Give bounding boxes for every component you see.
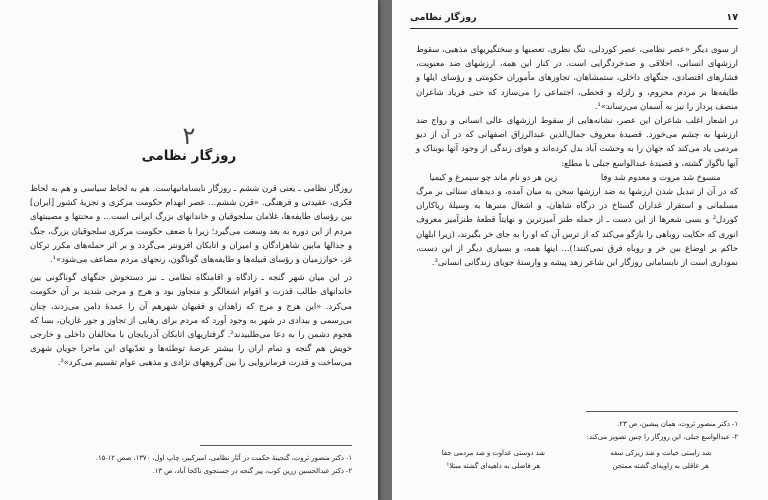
couplet xyxy=(416,460,738,473)
right-page xyxy=(392,0,768,500)
left-page xyxy=(0,0,378,500)
right-paragraph-2: در اشعار اغلب شاعران این عصر، نشانه‌هایی از سقوط ارزشهای عالی انسانی و رواج ضد ارزشها به چشم می‌خورد. قصیدهٔ معروف جمال‌الدین عبدالرزاق اصفهانی که در آن از دیو مردمی یاد می‌کند که جهان را به وحشت آباد بدل کرده‌اند و هوای زندگی از وجود آنها بوبناک و آنها ناگوار گشته، و قصیدهٔ عبدالواسع جبلی با مطلع: xyxy=(416,115,738,168)
hemistich-first: منسوخ شد مروت و معدوم شد وفا xyxy=(600,171,721,182)
left-body-text xyxy=(30,181,352,370)
left-footnotes xyxy=(30,452,352,478)
running-head xyxy=(410,10,738,29)
left-footnote-1: ۱- دکتر منصور ثروت، گنجینهٔ حکمت در آثار نظامی، امیرکبیر، چاپ اول، ۱۳۷۰، صص ۱۲-۱۵. xyxy=(95,454,352,462)
page-number: ۱۷ xyxy=(726,12,738,23)
running-head-title: روزگار نظامی xyxy=(410,12,477,23)
chapter-number: ۲ xyxy=(182,122,196,150)
couplet xyxy=(416,170,738,184)
hemistich-first: شد راستی خیانت و شد زیرکی سفه xyxy=(610,449,712,457)
left-footnote-2: ۲- دکتر عبدالحسین زرین کوب، پیر گنجه در جستجوی ناکجا آباد، ص ۱۳. xyxy=(152,467,352,475)
right-footnote-2: ۲- عبدالواسع جبلی، این روزگار را چنین تصویر می‌کند: xyxy=(586,433,738,441)
right-paragraph-3: که در آن از تبدیل شدن ارزشها به ضد ارزشها سخن به میان آمده، و دیدهای ستائی بر مرگ مسلمانی و استقرار غداران گستاخ در درگاه شاهان، و اشغال منبرها به وسیلهٔ ریاکاران کوردل² و بسی شعرها از این دست ـ از جمله طنز آمیزترین و نهایتاً قطعهٔ طنزآمیز معروف انوری که حکایت روباهی را بازگو می‌کند که از ترس آن که او را به جای خر بگیرند، (زیرا ابلهان حاکم بر اوضاع بین خر و روباه فرق نمی‌کنند!)... اینها همه، و بسیاری دیگر از این دست، نموداری است از نابسامانی روزگار این شاعر زهد پیشه و وارستهٔ جویای زندگانی انسانی³. xyxy=(416,186,738,268)
hemistich-second: هر فاضلی به داهیه‌ای گشته مبتلا¹ xyxy=(446,462,541,470)
footnote-verse xyxy=(416,447,738,473)
right-body-text xyxy=(416,42,738,269)
right-footnotes xyxy=(416,418,738,473)
left-paragraph-1: روزگار نظامی ـ یعنی قرن ششم ـ روزگار نابسامانیهاست. هم به لحاظ سیاسی و هم به لحاظ فکری، عقیدتی و فرهنگی. «قرن ششم... عصر انهدام حکومت مرکزی و تجزیهٔ کشور [ایران] بین رؤسای طایفه‌ها، غلامان سلجوقیان و خاندانهای بزرگ ایرانی است... و محنتها و مصیبتهای مردم از این دوره به بعد وسعت می‌گیرد؛ زیرا با ضعف حکومت مرکزی سلجوقیان بزرگ، جنگ و جدالها مابین شاهزادگان و امیران و اتابکان افزونتر می‌گردد و بر اثر حمله‌های مکرر ترکان غز، خوارزمیان و رؤسای قبیله‌ها و طایفه‌های گوناگون، رنجهای مردم مضاعف می‌شود»¹. xyxy=(30,183,352,265)
hemistich-second: زین هر دو نام ماند چو سیمرغ و کیمیا xyxy=(429,171,558,182)
right-paragraph-1: از سوی دیگر «عصر نظامی، عصر کوردلی، تنگ نظری، تعصبها و سختگیریهای مذهبی، سقوط ارزشهای انسانی، اخلاقی و ضدخردگرایی است. در کنار این همه، ارزشهای ضد معنویت، فشارهای اقتصادی، جنگهای داخلی، ستمشاهان، تجاوزهای مأموران حکومتی و رؤسای ایلها و طایفه‌ها بر مردم محروم، و زلزله و قحطی، اجتماعی را می‌سازد که حتی فریاد شاعران منصف پرداز را نیز به آسمان می‌رساند»¹. xyxy=(416,44,738,111)
couplet xyxy=(416,447,738,460)
left-paragraph-2: در این میان شهر گنجه ـ زادگاه و اقامتگاه نظامی ـ نیز دستخوش جنگهای گوناگونی بین خاندانهای طالب قدرت و اقوام اشغالگر و متجاوز بود و هرج و مرجی شدید بر آن حکومت می‌کرد. «این هرج و مرج که زاهدان و فقیهان شهرهم آن را عمدهٔ دامن می‌زدند، چنان بی‌رسمی و بیدادی در شهر به وجود آورد که مردم برای رهایی از تجاوز و جور غازیان، بسا که هجوم دشمن را به دعا می‌طلبیدند². گرفتاریهای اتابکان آذربایجان با مخالفان داخلی و خارجی خویش هم گنجه و تمام اران را بیشتر عرصهٔ توطئه‌ها و تعدّیهای این ماجرا جویان شهری می‌ساخت و قدرت فرمانروایی را بین گروههای نژادی و مذهبی عوام تقسیم می‌کرد»³. xyxy=(30,272,352,368)
hemistich-first: هر عاقلی به زاویه‌ای گشته ممتحن xyxy=(612,462,709,470)
footnote-divider xyxy=(200,445,352,446)
verse xyxy=(416,170,738,184)
right-footnote-1: ۱- دکتر منصور ثروت، همان پیشین، ص ۲۳. xyxy=(617,420,738,428)
hemistich-second: شد دوستی عداوت و شد مردمی جفا xyxy=(441,449,545,457)
chapter-title: روزگار نظامی xyxy=(141,148,237,164)
footnote-divider xyxy=(586,411,738,412)
